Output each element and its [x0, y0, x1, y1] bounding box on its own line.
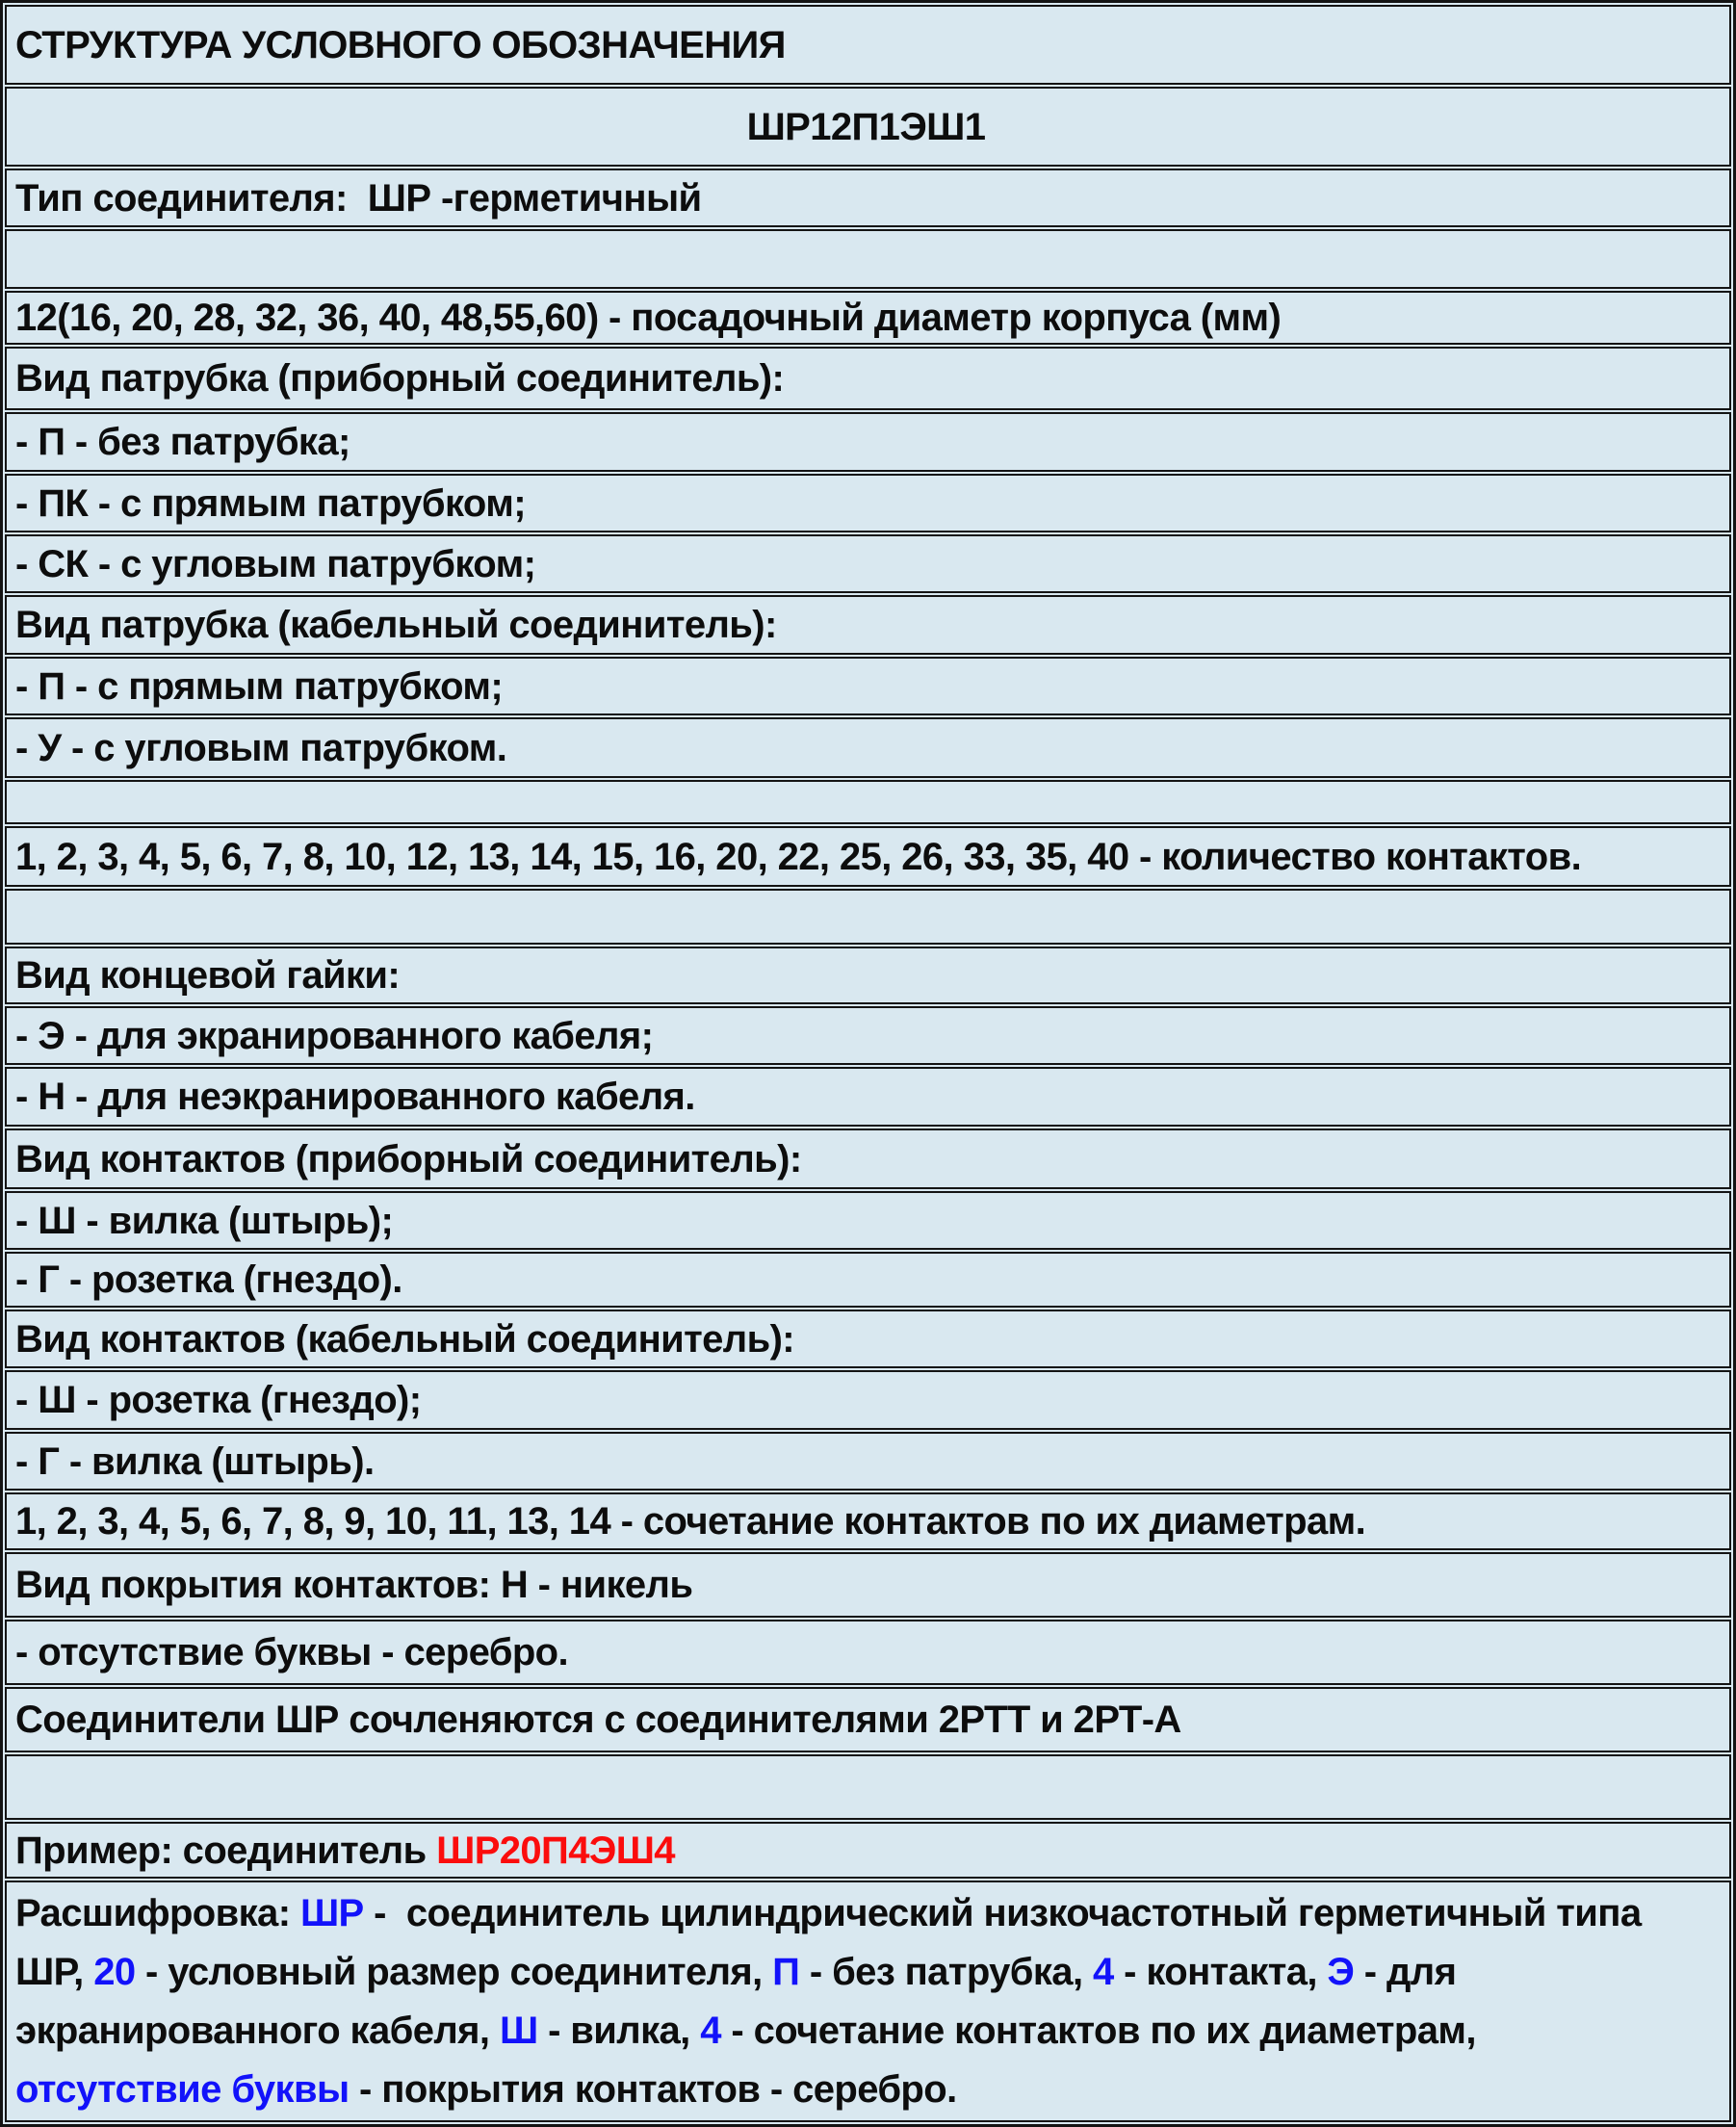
text-line — [15, 543, 1725, 585]
table-row — [5, 87, 1731, 167]
text-line — [15, 1564, 1725, 1606]
text-segment: - Г - розетка (гнездо). — [15, 1258, 402, 1301]
highlight-red-segment: ШР20П4ЭШ4 — [436, 1829, 675, 1872]
text-segment: - Н - для неэкранированного кабеля. — [15, 1076, 695, 1118]
text-line — [15, 421, 1725, 463]
table-row — [5, 1252, 1731, 1308]
text-line — [15, 1258, 1725, 1301]
text-line — [15, 24, 1725, 66]
text-line — [15, 2002, 1725, 2061]
table-row — [5, 1881, 1731, 2122]
highlight-blue-segment: Ш — [499, 2009, 538, 2052]
text-segment: - соединитель цилиндрический низкочастотный герметичный типа — [363, 1891, 1642, 1934]
text-line — [15, 1943, 1725, 2002]
text-segment: ШР12П1ЭШ1 — [746, 105, 986, 148]
text-line — [15, 1884, 1725, 1943]
table-row-empty — [5, 229, 1731, 289]
table-row — [5, 1006, 1731, 1065]
text-segment: - покрытия контактов - серебро. — [349, 2067, 957, 2111]
text-line — [15, 1318, 1725, 1361]
table-row — [5, 412, 1731, 472]
text-segment: СТРУКТУРА УСЛОВНОГО ОБОЗНАЧЕНИЯ — [15, 23, 786, 66]
table-row — [5, 1370, 1731, 1430]
text-segment: - П - без патрубка; — [15, 421, 350, 463]
highlight-blue-segment: 20 — [93, 1950, 136, 1993]
table-row — [5, 5, 1731, 85]
text-segment: - сочетание контактов по их диаметрам, — [720, 2009, 1476, 2052]
table-row — [5, 169, 1731, 227]
table-row — [5, 1128, 1731, 1189]
text-line — [15, 1138, 1725, 1180]
text-segment: - Г - вилка (штырь). — [15, 1440, 375, 1483]
table-row — [5, 947, 1731, 1004]
text-segment: - для — [1354, 1950, 1457, 1993]
highlight-blue-segment: отсутствие буквы — [15, 2067, 350, 2111]
text-segment: 1, 2, 3, 4, 5, 6, 7, 8, 9, 10, 11, 13, 14 - сочетание контактов по их диаметрам. — [15, 1500, 1366, 1543]
text-line — [15, 177, 1725, 220]
text-segment: 12(16, 20, 28, 32, 36, 40, 48,55,60) - посадочный диаметр корпуса (мм) — [15, 297, 1282, 339]
text-line — [15, 1379, 1725, 1421]
highlight-blue-segment: ШР — [299, 1891, 364, 1934]
table-row — [5, 717, 1731, 778]
table-row — [5, 347, 1731, 410]
text-segment: - ПК - с прямым патрубком; — [15, 481, 526, 525]
text-line — [15, 604, 1725, 646]
table-row — [5, 1432, 1731, 1491]
text-segment: - отсутствие буквы - серебро. — [15, 1631, 569, 1673]
text-segment: экранированного кабеля, — [15, 2009, 500, 2052]
text-line — [747, 106, 986, 148]
table-row — [5, 1687, 1731, 1752]
text-segment: - Э - для экранированного кабеля; — [15, 1014, 654, 1057]
table-row — [5, 291, 1731, 345]
text-segment: - СК - с угловым патрубком; — [15, 542, 536, 585]
highlight-blue-segment: 4 — [1092, 1950, 1114, 1993]
table-row-empty — [5, 780, 1731, 824]
table-row — [5, 1310, 1731, 1368]
text-line — [15, 836, 1725, 878]
table-row — [5, 826, 1731, 887]
text-segment: - П - с прямым патрубком; — [15, 664, 504, 708]
text-segment: Вид концевой гайки: — [15, 954, 401, 997]
text-segment: Расшифровка: — [15, 1891, 300, 1934]
text-line — [15, 954, 1725, 997]
text-segment: - контакта, — [1113, 1950, 1328, 1993]
text-segment: Соединители ШР сочленяются с соединителями 2РТТ и 2РТ-А — [15, 1699, 1181, 1741]
text-segment: - вилка, — [537, 2009, 701, 2052]
text-line — [15, 2061, 1725, 2119]
text-segment: - без патрубка, — [799, 1950, 1093, 1993]
table-row-empty — [5, 889, 1731, 945]
text-line — [15, 1829, 1725, 1872]
text-line — [15, 297, 1725, 339]
text-segment: Вид покрытия контактов: Н - никель — [15, 1564, 693, 1606]
text-segment: Вид патрубка (приборный соединитель): — [15, 357, 785, 400]
text-line — [15, 727, 1725, 769]
text-segment: Тип соединителя: ШР -герметичный — [15, 176, 702, 220]
text-line — [15, 1200, 1725, 1242]
text-segment: 1, 2, 3, 4, 5, 6, 7, 8, 10, 12, 13, 14, 15, 16, 20, 22, 25, 26, 33, 35, 40 - количество контактов. — [15, 835, 1582, 878]
text-line — [15, 1631, 1725, 1673]
table-row — [5, 595, 1731, 655]
highlight-blue-segment: Э — [1327, 1950, 1355, 1993]
text-line — [15, 1699, 1725, 1741]
text-line — [15, 1015, 1725, 1057]
text-segment: Пример: соединитель — [15, 1829, 437, 1872]
table-row-empty — [5, 1754, 1731, 1820]
text-line — [15, 1500, 1725, 1543]
table-row — [5, 1822, 1731, 1879]
text-segment: - У - с угловым патрубком. — [15, 726, 507, 769]
table-row — [5, 657, 1731, 715]
text-segment: - Ш - розетка (гнездо); — [15, 1379, 422, 1421]
table-row — [5, 1552, 1731, 1618]
table-row — [5, 1191, 1731, 1250]
text-segment: Вид патрубка (кабельный соединитель): — [15, 604, 777, 646]
table-row — [5, 474, 1731, 532]
text-segment: - условный размер соединителя, — [135, 1950, 773, 1993]
text-segment: - Ш - вилка (штырь); — [15, 1199, 394, 1242]
text-line — [15, 357, 1725, 400]
text-line — [15, 1440, 1725, 1483]
table-row — [5, 1492, 1731, 1550]
text-line — [15, 665, 1725, 708]
table-row — [5, 534, 1731, 593]
highlight-blue-segment: 4 — [700, 2009, 721, 2052]
text-line — [15, 1076, 1725, 1118]
table-row — [5, 1620, 1731, 1685]
text-segment: Вид контактов (кабельный соединитель): — [15, 1317, 795, 1361]
text-line — [15, 482, 1725, 525]
table-row — [5, 1067, 1731, 1127]
text-segment: Вид контактов (приборный соединитель): — [15, 1137, 802, 1180]
highlight-blue-segment: П — [772, 1950, 800, 1993]
text-segment: ШР, — [15, 1950, 94, 1993]
